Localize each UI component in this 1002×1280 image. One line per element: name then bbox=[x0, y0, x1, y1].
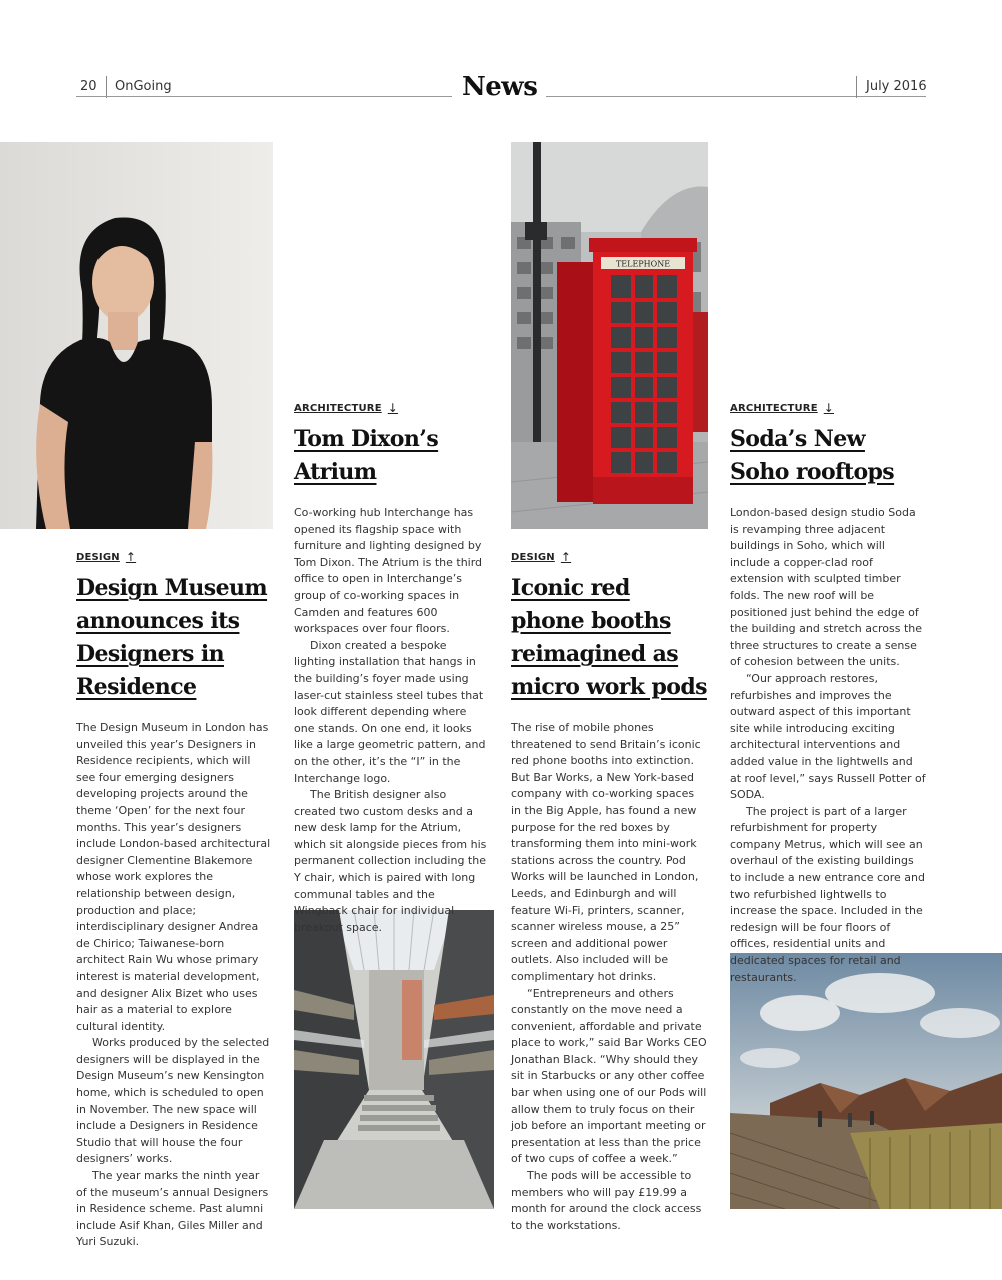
header-divider-left bbox=[106, 76, 107, 98]
article-soda-soho-rooftops bbox=[730, 401, 926, 986]
article-phone-booth-pods bbox=[511, 550, 707, 1234]
page-header bbox=[0, 74, 1002, 104]
arrow-down-icon: ↓ bbox=[387, 401, 398, 415]
category-label[interactable]: ARCHITECTURE bbox=[730, 402, 818, 414]
arrow-up-icon: ↑ bbox=[560, 550, 572, 564]
article-category[interactable] bbox=[730, 401, 926, 415]
phonebox-sign-text: TELEPHONE bbox=[615, 259, 671, 269]
article-headline: Soda’s New Soho rooftops bbox=[730, 426, 895, 485]
header-rule-left bbox=[76, 96, 452, 97]
article-body bbox=[294, 505, 490, 936]
article-paragraph: Co-working hub Interchange has opened its flagship space with furniture and lighting designed by Tom Dixon. The Atrium is the third office to open in Interchange’s group of co-working spaces in Camden and features 600 workspaces over four floors. bbox=[294, 506, 483, 636]
article-paragraph: “Entrepreneurs and others constantly on the move need a convenient, affordable and private place to work,” said Bar Works CEO Jonathan Black. “Why should they sit in Starbucks or any other coffee bar when using one of our Pods will allow them to truly focus on their job before an important meeting or presentation at less than the price of two cups of coffee a week.” bbox=[511, 986, 707, 1166]
article-design-museum bbox=[76, 550, 272, 1251]
header-rule-right bbox=[546, 96, 926, 97]
article-paragraph: London-based design studio Soda is revamping three adjacent buildings in Soho, which will include a copper-clad roof extension with sculpted timber folds. The new roof will be positioned just behind the edge of the building and stretch across the three structures to create a sense of cohesion between the units. bbox=[730, 506, 923, 669]
category-label[interactable]: ARCHITECTURE bbox=[294, 402, 382, 414]
page-number: 20 bbox=[80, 79, 97, 94]
article-headline: Tom Dixon’s Atrium bbox=[294, 426, 439, 485]
designer-portrait-image bbox=[0, 142, 273, 529]
arrow-up-icon: ↑ bbox=[125, 550, 137, 564]
article-category[interactable] bbox=[511, 550, 707, 564]
article-body bbox=[511, 720, 707, 1234]
article-paragraph: The year marks the ninth year of the museum’s annual Designers in Residence scheme. Past alumni include Asif Khan, Giles Miller and Yuri Suzuki. bbox=[76, 1169, 269, 1249]
article-paragraph: “Our approach restores, refurbishes and improves the outward aspect of this important site while introducing exciting architectural interventions and added value in the lightwells and at roof level,” says Russell Potter of SODA. bbox=[730, 671, 926, 802]
category-label[interactable]: DESIGN bbox=[76, 551, 120, 563]
article-category[interactable] bbox=[294, 401, 490, 415]
article-body bbox=[730, 505, 926, 986]
article-paragraph: The project is part of a larger refurbishment for property company Metrus, which will see an overhaul of the existing buildings to include a new entrance core and two refurbished lightwells to increase the space. Included in the redesign will be four floors of offices, residential units and dedicated spaces for retail and restaurants. bbox=[730, 804, 925, 984]
article-category[interactable] bbox=[76, 550, 272, 564]
category-label[interactable]: DESIGN bbox=[511, 551, 555, 563]
article-paragraph: The British designer also created two custom desks and a new desk lamp for the Atrium, which sit alongside pieces from his permanent collection including the Y chair, which is paired with long communal tables and the Wingback chair for individual breakout space. bbox=[294, 788, 487, 934]
red-phone-booth-image bbox=[511, 142, 708, 529]
article-paragraph: The Design Museum in London has unveiled this year’s Designers in Residence recipients, which will see four emerging designers developing projects around the theme ‘Open’ for the next four months. This year’s designers include London-based architectural designer Clementine Blakemore whose work explores the relationship between design, production and place; interdisciplinary designer Andrea de Chirico; Taiwanese-born architect Rain Wu whose primary interest is material development, and designer Alix Bizet who uses hair as a material to explore cultural identity. bbox=[76, 721, 271, 1033]
page-title: News bbox=[462, 72, 538, 102]
arrow-down-icon: ↓ bbox=[823, 401, 834, 415]
article-paragraph: The pods will be accessible to members who will pay £19.99 a month for around the clock access to the workstations. bbox=[511, 1169, 702, 1232]
article-tom-dixon-atrium bbox=[294, 401, 490, 936]
section-name: OnGoing bbox=[115, 79, 172, 94]
soho-rooftop-image bbox=[730, 953, 1002, 1209]
issue-date: July 2016 bbox=[866, 79, 927, 94]
article-headline: Design Museum announces its Designers in Residence bbox=[76, 575, 268, 700]
article-headline: Iconic red phone booths reimagined as micro work pods bbox=[511, 575, 707, 700]
header-divider-right bbox=[856, 76, 857, 98]
article-paragraph: Dixon created a bespoke lighting installation that hangs in the building’s foyer made using laser-cut stainless steel tubes that look different depending where one stands. On one end, it looks like a large geometric pattern, and on the other, it’s the “I” in the Interchange logo. bbox=[294, 638, 486, 785]
atrium-interior-image bbox=[294, 910, 494, 1209]
article-paragraph: The rise of mobile phones threatened to send Britain’s iconic red phone booths into extinction. But Bar Works, a New York-based company with co-working spaces in the Big Apple, has found a new purpose for the red boxes by transforming them into mini-work stations across the country. Pod Works will be launched in London, Leeds, and Edinburgh and will feature Wi-Fi, printers, scanner, scanner wireless mouse, a 25” screen and additional power outlets. Also included will be complimentary hot drinks. bbox=[511, 721, 701, 983]
article-paragraph: Works produced by the selected designers will be displayed in the Design Museum’s new Kensington home, which is scheduled to open in November. The new space will include a Designers in Residence Studio that will house the four designers’ works. bbox=[76, 1036, 270, 1166]
article-body bbox=[76, 720, 272, 1251]
